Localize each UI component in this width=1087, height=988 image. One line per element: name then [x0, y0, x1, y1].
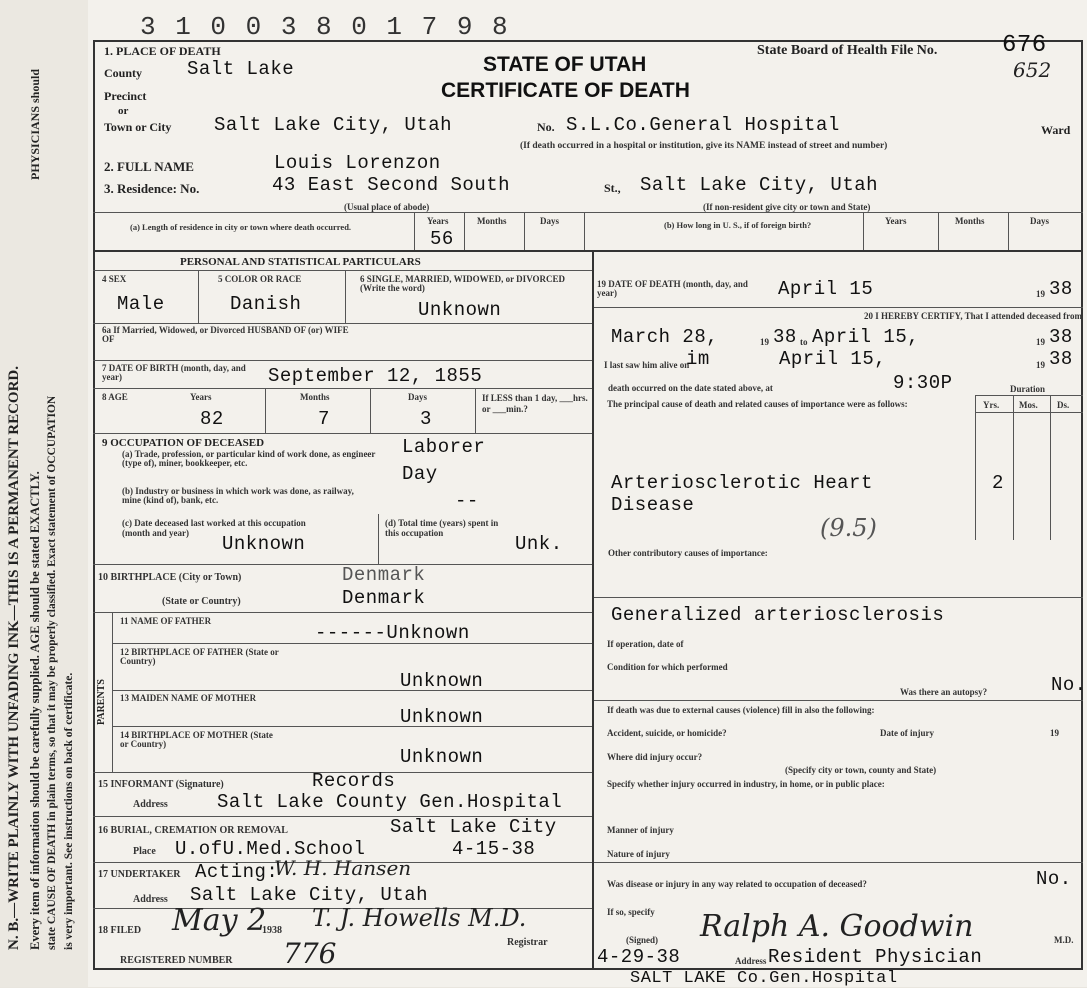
- birthplace-label: 10 BIRTHPLACE (City or Town): [98, 572, 242, 583]
- age-days-value: 3: [420, 408, 432, 430]
- residence-city: Salt Lake City, Utah: [640, 174, 879, 196]
- instruction-line-3: state CAUSE OF DEATH in plain terms, so that it may be properly classified. Exact statement of OCCUPATION: [46, 395, 58, 950]
- occupation-label: 9 OCCUPATION OF DECEASED: [102, 437, 265, 449]
- last-saw-value: April 15,: [779, 348, 887, 370]
- personal-section-title: PERSONAL AND STATISTICAL PARTICULARS: [180, 256, 421, 268]
- from-year: 38: [773, 326, 797, 348]
- county-label: County: [104, 66, 143, 80]
- foreign-years-label: Years: [885, 216, 907, 226]
- specify-where-label: Specify whether injury occurred in industry, in home, or in public place:: [607, 779, 885, 789]
- instruction-line-1b: PHYSICIANS should: [28, 68, 42, 180]
- precinct-label: Precinct: [104, 89, 147, 103]
- mother-birth-value: Unknown: [400, 746, 484, 768]
- less-than-label: If LESS than 1 day, ___hrs. or ___min.?: [482, 393, 588, 415]
- occupation-related-label: Was disease or injury in any way related to occupation of deceased?: [607, 879, 867, 889]
- to-date: April 15,: [812, 326, 920, 348]
- last-saw-year-prefix: 19: [1036, 360, 1045, 370]
- removal-place: U.ofU.Med.School: [175, 838, 366, 860]
- occupation-b-label: (b) Industry or business in which work was done, as railway, mine (kind of), bank, etc.: [122, 486, 354, 506]
- informant-label: 15 INFORMANT (Signature): [98, 779, 224, 790]
- physician-address: Resident Physician: [768, 946, 983, 968]
- state-country-label: (State or Country): [162, 596, 241, 607]
- to-label: to: [800, 337, 808, 347]
- marital-label: 6 SINGLE, MARRIED, WIDOWED, or DIVORCED (Write the word): [360, 274, 566, 294]
- dob-label: 7 DATE OF BIRTH (month, day, and year): [102, 363, 246, 383]
- age-days-label: Days: [408, 392, 428, 402]
- institution-value: S.L.Co.General Hospital: [566, 114, 840, 136]
- nonresident-note: (If non-resident give city or town and State): [703, 202, 871, 212]
- filed-year: 1938: [262, 925, 282, 936]
- signed-label: (Signed): [626, 935, 659, 945]
- abode-note: (Usual place of abode): [344, 202, 430, 212]
- removal-value: Salt Lake City: [390, 816, 557, 838]
- ward-label: Ward: [1041, 123, 1071, 137]
- operation-label: If operation, date of: [607, 639, 684, 649]
- mother-name-value: Unknown: [400, 706, 484, 728]
- other-causes-label: Other contributory causes of importance:: [608, 548, 768, 558]
- foreign-label: (b) How long in U. S., if of foreign birth?: [664, 220, 812, 230]
- dod-label: 19 DATE OF DEATH (month, day, and year): [597, 279, 748, 299]
- cause-1-years: 2: [992, 472, 1004, 494]
- occupation-c-value: Unknown: [222, 533, 306, 555]
- duration-yrs-label: Yrs.: [983, 400, 1000, 410]
- injury-date-label: Date of injury: [880, 728, 934, 738]
- occupation-d-value: Unk.: [515, 533, 563, 555]
- marital-value: Unknown: [418, 299, 502, 321]
- physician-address-2: SALT LAKE Co.Gen.Hospital: [630, 969, 898, 988]
- file-number-handwritten: 652: [1013, 58, 1052, 82]
- title-state: STATE OF UTAH: [483, 53, 647, 76]
- occupation-c-label: (c) Date deceased last worked at this occupation (month and year): [122, 518, 306, 538]
- md-label: M.D.: [1054, 935, 1074, 945]
- filed-label: 18 FILED: [98, 925, 142, 936]
- specify-city-label: (Specify city or town, county and State): [785, 765, 937, 775]
- death-time: 9:30P: [893, 372, 953, 394]
- age-months-label: Months: [300, 392, 330, 402]
- accident-label: Accident, suicide, or homicide?: [607, 728, 727, 738]
- from-date: March 28,: [611, 326, 719, 348]
- mother-birth-label: 14 BIRTHPLACE OF MOTHER (State or Country): [120, 730, 273, 750]
- years-value: 56: [430, 228, 454, 250]
- foreign-months-label: Months: [955, 216, 985, 226]
- instruction-line-2: Every item of information should be carefully supplied. AGE should be stated EXACTLY.: [28, 471, 42, 950]
- dod-year-prefix: 19: [1036, 289, 1045, 299]
- stamp-number: 3 1 0 0 3 8 0 1 7 9 8: [140, 12, 510, 42]
- instruction-line-1: N. B.—WRITE PLAINLY WITH UNFADING INK—THIS IS A PERMANENT RECORD.: [6, 366, 22, 950]
- residence-st-label: St.,: [604, 181, 621, 195]
- occupation-a-label: (a) Trade, profession, or particular kind of work done, as engineer (type of), miner, bookkeeper, etc.: [122, 449, 376, 469]
- dod-value: April 15: [778, 278, 874, 300]
- physician-signature: Ralph A. Goodwin: [700, 909, 974, 944]
- length-residence-label: (a) Length of residence in city or town where death occurred.: [130, 222, 352, 232]
- condition-label: Condition for which performed: [607, 662, 728, 672]
- informant-value: Records: [312, 770, 396, 792]
- color-value: Danish: [230, 293, 302, 315]
- occupation-value: Laborer: [402, 436, 486, 458]
- county-value: Salt Lake: [187, 58, 295, 80]
- last-saw-year: 38: [1049, 348, 1073, 370]
- father-birth-value: Unknown: [400, 670, 484, 692]
- informant-address-label: Address: [133, 799, 168, 810]
- registered-number: 776: [283, 937, 337, 970]
- registrar-signature: T. J. Howells M.D.: [312, 904, 527, 932]
- mother-name-label: 13 MAIDEN NAME OF MOTHER: [120, 693, 257, 703]
- age-label: 8 AGE: [102, 392, 128, 402]
- undertaker-value: Acting:: [195, 861, 279, 883]
- injury-year-label: 19: [1050, 728, 1059, 738]
- town-label: Town or City: [104, 120, 172, 134]
- to-year: 38: [1049, 326, 1073, 348]
- father-name-label: 11 NAME OF FATHER: [120, 616, 212, 626]
- file-number: 676: [1002, 32, 1047, 59]
- certify-label: 20 I HEREBY CERTIFY, That I attended deceased from: [864, 311, 1082, 321]
- death-occurred-label: death occurred on the date stated above, at: [608, 383, 773, 393]
- age-months-value: 7: [318, 408, 330, 430]
- occupation-b-value: --: [455, 490, 479, 512]
- cause-2: Disease: [611, 494, 695, 516]
- age-years-label: Years: [190, 392, 212, 402]
- undertaker-address-label: Address: [133, 894, 168, 905]
- physician-address-label: Address: [735, 956, 767, 966]
- sex-value: Male: [117, 293, 165, 315]
- color-label: 5 COLOR OR RACE: [218, 274, 302, 284]
- title-certificate: CERTIFICATE OF DEATH: [441, 79, 690, 102]
- duration-label: Duration: [1010, 384, 1046, 394]
- years-label: Years: [427, 216, 449, 226]
- undertaker-label: 17 UNDERTAKER: [98, 869, 181, 880]
- file-label: State Board of Health File No.: [757, 43, 938, 58]
- birthplace-country: Denmark: [342, 587, 426, 609]
- cause-1: Arteriosclerotic Heart: [611, 472, 873, 494]
- filed-date: May 2: [172, 903, 267, 938]
- nature-label: Nature of injury: [607, 849, 670, 859]
- residence-label: 3. Residence: No.: [104, 181, 200, 196]
- sign-date: 4-29-38: [597, 946, 681, 968]
- spouse-label: 6a If Married, Widowed, or Divorced HUSBAND OF (or) WIFE OF: [102, 325, 349, 345]
- sex-label: 4 SEX: [102, 274, 127, 284]
- from-year-prefix: 19: [760, 337, 769, 347]
- town-value: Salt Lake City, Utah: [214, 114, 453, 136]
- last-saw-him: im: [686, 348, 710, 370]
- informant-address: Salt Lake County Gen.Hospital: [217, 791, 563, 813]
- institution-no-label: No.: [537, 120, 555, 134]
- manner-label: Manner of injury: [607, 825, 674, 835]
- days-label: Days: [540, 216, 560, 226]
- place-label: 1. PLACE OF DEATH: [104, 44, 221, 58]
- residence-street: 43 East Second South: [272, 174, 511, 196]
- or-label: or: [118, 105, 129, 117]
- undertaker-signature: W. H. Hansen: [274, 856, 412, 880]
- to-year-prefix: 19: [1036, 337, 1045, 347]
- autopsy-value: No.: [1051, 674, 1087, 696]
- foreign-days-label: Days: [1030, 216, 1050, 226]
- where-label: Where did injury occur?: [607, 752, 703, 762]
- birthplace-city: Denmark: [342, 564, 426, 586]
- hospital-note: (If death occurred in a hospital or institution, give its NAME instead of street and number): [520, 141, 888, 151]
- instruction-line-4: is very important. See instructions on back of certificate.: [63, 672, 75, 950]
- occupation-related-value: No.: [1036, 868, 1072, 890]
- father-birth-label: 12 BIRTHPLACE OF FATHER (State or Country): [120, 647, 279, 667]
- removal-place-label: Place: [133, 846, 156, 857]
- removal-label: 16 BURIAL, CREMATION OR REMOVAL: [98, 825, 288, 836]
- last-saw-label: I last saw him alive on: [604, 360, 690, 370]
- cause-intro: The principal cause of death and related causes of importance were as follows:: [607, 399, 908, 409]
- if-so-label: If so, specify: [607, 907, 655, 917]
- occupation-d-label: (d) Total time (years) spent in this occupation: [385, 518, 499, 538]
- father-name-value: ------Unknown: [315, 622, 470, 644]
- duration-ds-label: Ds.: [1057, 400, 1070, 410]
- autopsy-label: Was there an autopsy?: [900, 687, 988, 697]
- full-name-label: 2. FULL NAME: [104, 159, 194, 174]
- undertaker-address: Salt Lake City, Utah: [190, 884, 429, 906]
- instruction-margin: [0, 0, 88, 987]
- removal-date: 4-15-38: [452, 838, 536, 860]
- dob-value: September 12, 1855: [268, 365, 483, 387]
- full-name-value: Louis Lorenzon: [274, 152, 441, 174]
- duration-mos-label: Mos.: [1019, 400, 1038, 410]
- age-years-value: 82: [200, 408, 224, 430]
- registered-number-label: REGISTERED NUMBER: [120, 955, 233, 966]
- dod-year: 38: [1049, 278, 1073, 300]
- parents-side-label: PARENTS: [96, 679, 107, 725]
- cause-code: (9.5): [820, 514, 877, 542]
- months-label: Months: [477, 216, 507, 226]
- external-causes-label: If death was due to external causes (violence) fill in also the following:: [607, 705, 875, 715]
- other-causes-value: Generalized arteriosclerosis: [611, 604, 945, 626]
- registrar-label: Registrar: [507, 937, 548, 948]
- occupation-value-2: Day: [402, 463, 438, 485]
